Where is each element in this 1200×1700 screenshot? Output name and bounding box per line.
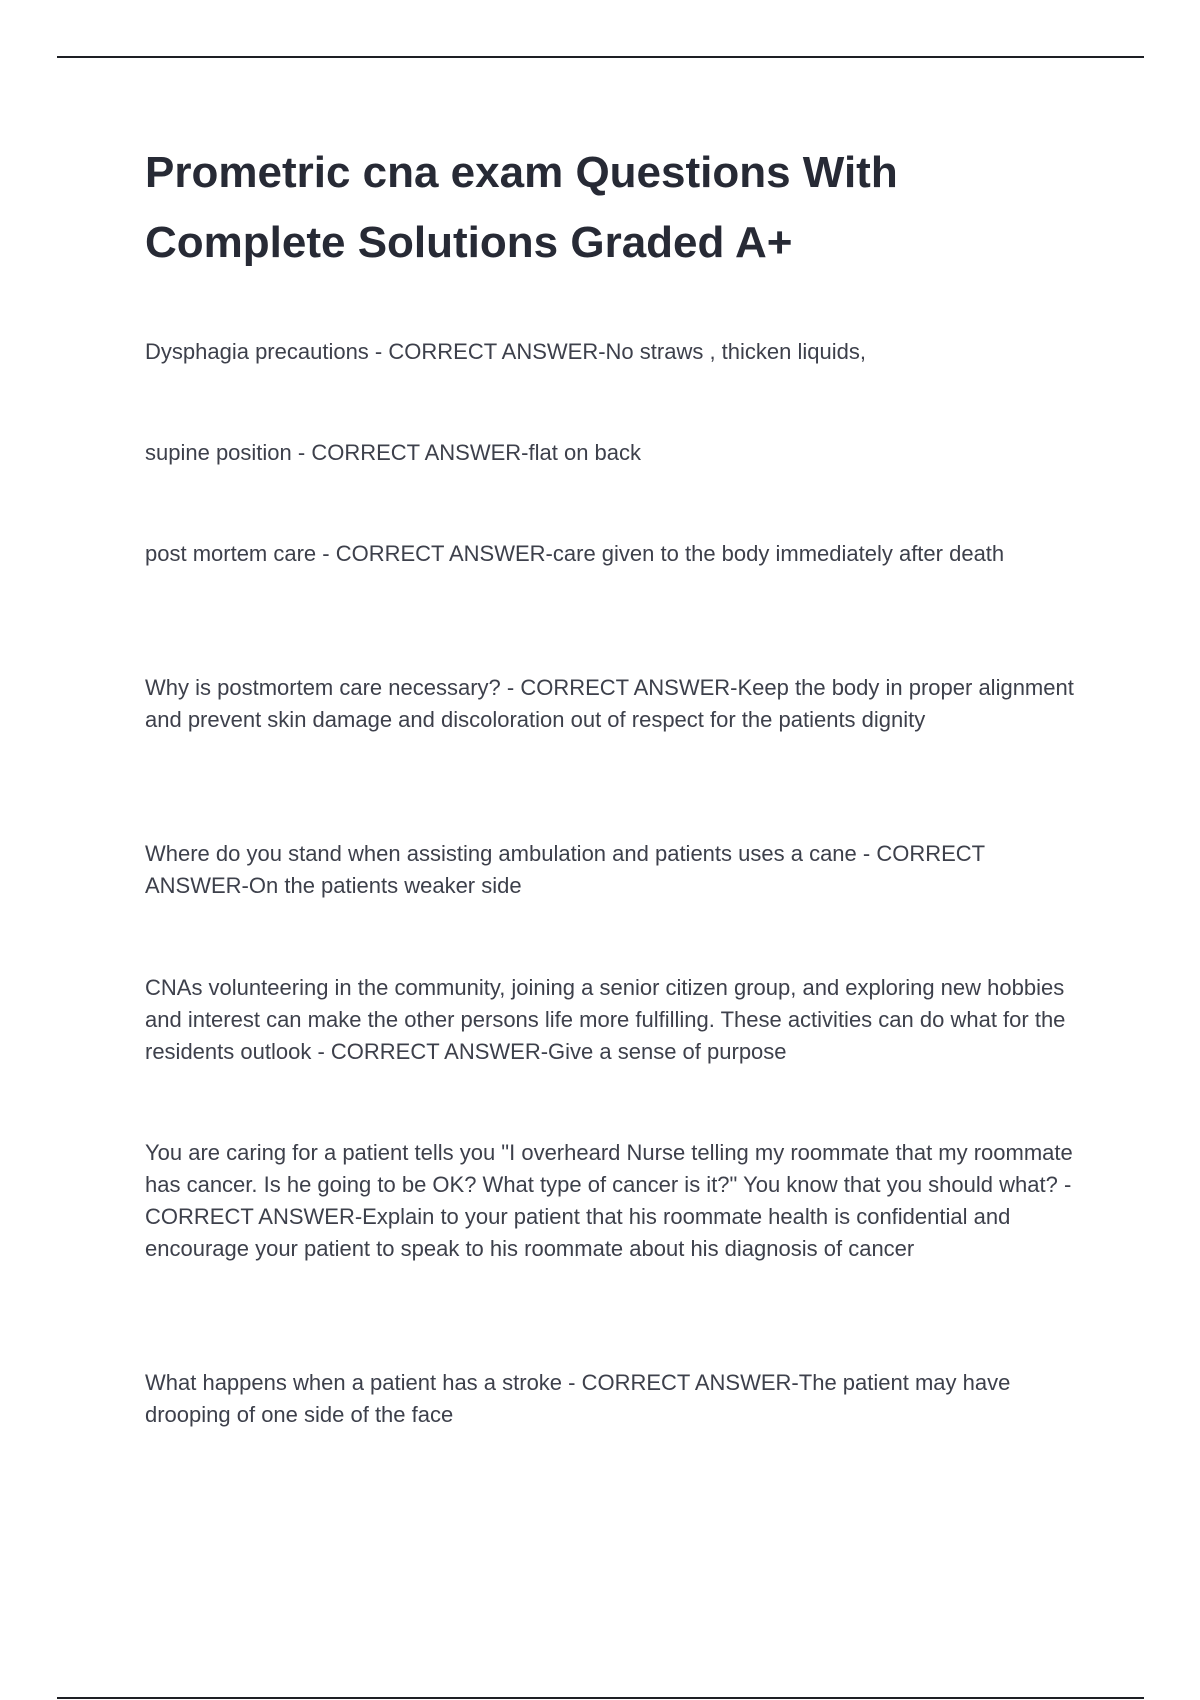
bottom-rule bbox=[57, 1697, 1144, 1699]
answer-text: Give a sense of purpose bbox=[548, 1039, 787, 1064]
question-text: supine position bbox=[145, 440, 292, 465]
top-rule bbox=[57, 56, 1144, 58]
question-text: You are caring for a patient tells you "I overheard Nurse telling my roommate that my roommate has cancer. Is he going to be OK? What type of cancer is it?" You know that you should what? bbox=[145, 1140, 1073, 1197]
qa-entry bbox=[145, 1137, 1090, 1265]
answer-text: Keep the body in proper alignment and prevent skin damage and discoloration out of respect for the patients dignity bbox=[145, 675, 1074, 732]
question-text: What happens when a patient has a stroke bbox=[145, 1370, 563, 1395]
qa-entry bbox=[145, 437, 1090, 469]
answer-separator: - CORRECT ANSWER- bbox=[311, 1039, 549, 1064]
answer-text: Explain to your patient that his roommate health is confidential and encourage your patient to speak to his roommate about his diagnosis of cancer bbox=[145, 1204, 1011, 1261]
answer-text: flat on back bbox=[528, 440, 642, 465]
qa-entry bbox=[145, 538, 1090, 570]
question-text: Dysphagia precautions bbox=[145, 339, 369, 364]
qa-entry bbox=[145, 972, 1090, 1068]
qa-entry bbox=[145, 672, 1090, 736]
document-title: Prometric cna exam Questions With Complete Solutions Graded A+ bbox=[145, 148, 898, 267]
question-text: CNAs volunteering in the community, joining a senior citizen group, and exploring new hobbies and interest can make the other persons life more fulfilling. These activities can do what for the residents outlook bbox=[145, 975, 1066, 1064]
answer-text: No straws , thicken liquids, bbox=[605, 339, 866, 364]
answer-separator: - CORRECT ANSWER- bbox=[291, 440, 529, 465]
question-text: post mortem care bbox=[145, 541, 317, 566]
question-text: Where do you stand when assisting ambulation and patients uses a cane bbox=[145, 841, 857, 866]
answer-separator: - CORRECT ANSWER- bbox=[562, 1370, 799, 1395]
qa-entry bbox=[145, 838, 1090, 902]
qa-entry bbox=[145, 336, 1090, 368]
answer-separator: - CORRECT ANSWER- bbox=[145, 841, 985, 898]
answer-separator: - CORRECT ANSWER- bbox=[316, 541, 553, 566]
answer-text: The patient may have drooping of one side of the face bbox=[145, 1370, 1011, 1427]
qa-entry bbox=[145, 1367, 1090, 1431]
answer-separator: - CORRECT ANSWER- bbox=[500, 675, 738, 700]
answer-separator: - CORRECT ANSWER- bbox=[145, 1172, 1072, 1229]
answer-text: care given to the body immediately after death bbox=[552, 541, 1005, 566]
question-text: Why is postmortem care necessary? bbox=[145, 675, 501, 700]
answer-separator: - CORRECT ANSWER- bbox=[368, 339, 606, 364]
answer-text: On the patients weaker side bbox=[248, 873, 522, 898]
